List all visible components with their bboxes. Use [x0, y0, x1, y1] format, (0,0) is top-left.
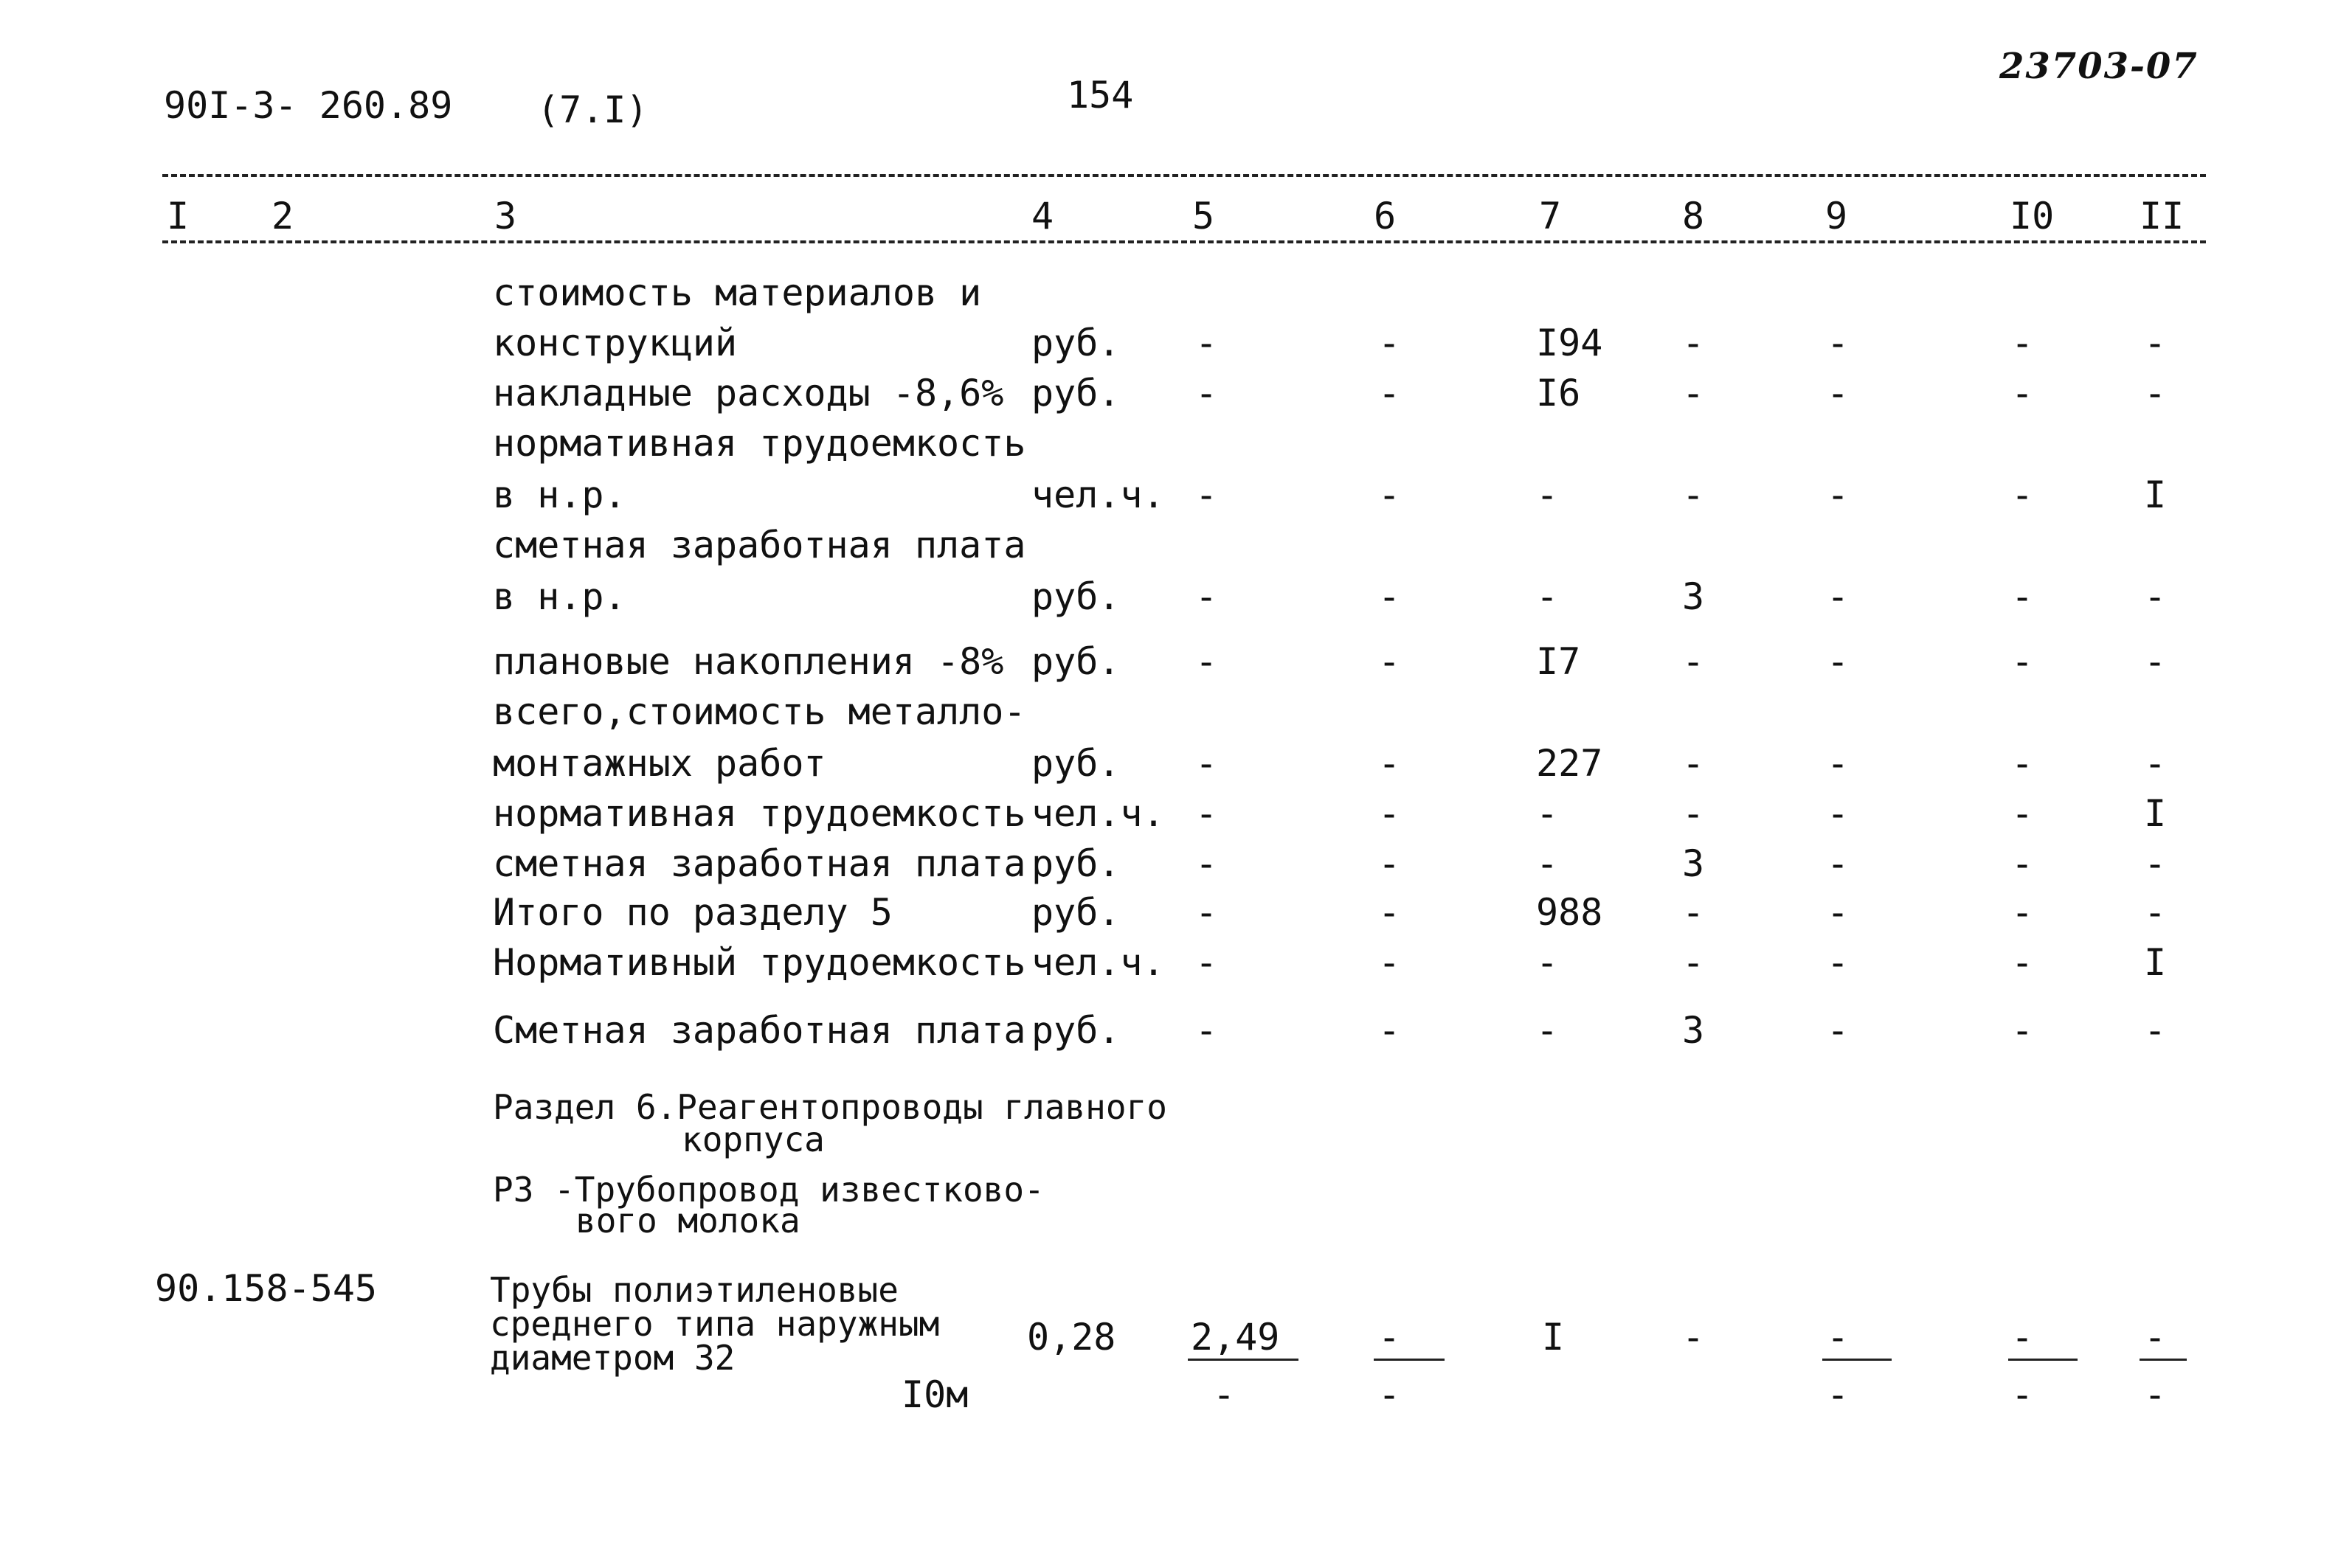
column-header-11: II [2140, 195, 2185, 237]
item-col11-value: - [2144, 1316, 2167, 1359]
row-col11: - [2144, 891, 2167, 934]
column-header-7: 7 [1539, 195, 1562, 237]
row-description: всего,стоимость металло- [493, 690, 1026, 733]
row-col6: - [1378, 792, 1401, 835]
row-description: накладные расходы -8,6% [493, 372, 1004, 414]
item-col6-sub: - [1378, 1373, 1401, 1416]
item-col7-value: I [1542, 1316, 1565, 1359]
column-header-rule [162, 240, 2206, 243]
row-description: нормативная трудоемкость [493, 422, 1026, 465]
row-col10: - [2011, 473, 2034, 516]
row-col5: - [1195, 322, 1218, 364]
row-col11: - [2144, 842, 2167, 885]
row-col11: I [2144, 792, 2167, 835]
item-col11-sub: - [2144, 1373, 2167, 1416]
row-col9: - [1827, 575, 1850, 618]
item-col9-value: - [1827, 1316, 1850, 1359]
row-col5: - [1195, 891, 1218, 934]
row-col11: - [2144, 640, 2167, 683]
row-col7: - [1536, 473, 1559, 516]
row-description: сметная заработная плата [493, 524, 1026, 566]
row-col9: - [1827, 640, 1850, 683]
row-col7: - [1536, 792, 1559, 835]
row-col10: - [2011, 372, 2034, 414]
item-description-line1: Трубы полиэтиленовые [490, 1270, 899, 1310]
column-header-9: 9 [1825, 195, 1848, 237]
row-col8: - [1682, 322, 1705, 364]
row-col7: - [1536, 1009, 1559, 1052]
row-col8: - [1682, 372, 1705, 414]
row-description: в н.р. [493, 473, 626, 516]
row-col5: - [1195, 372, 1218, 414]
row-col9: - [1827, 322, 1850, 364]
row-col9: - [1827, 792, 1850, 835]
row-col6: - [1378, 640, 1401, 683]
item-description-line3: диаметром 32 [490, 1338, 736, 1378]
row-col7: I94 [1536, 322, 1603, 364]
item-col8-value: - [1682, 1316, 1705, 1359]
row-col7: I6 [1536, 372, 1581, 414]
row-description: в н.р. [493, 575, 626, 618]
row-unit: чел.ч. [1031, 473, 1165, 516]
archive-stamp-number: 23703-07 [1999, 46, 2199, 87]
row-description: монтажных работ [493, 742, 826, 785]
row-unit: руб. [1031, 575, 1121, 618]
row-col5: - [1195, 473, 1218, 516]
row-unit: руб. [1031, 322, 1121, 364]
pipeline-subtitle-cont: вого молока [575, 1201, 800, 1241]
item-description-line2: среднего типа наружным [490, 1304, 940, 1344]
row-col6: - [1378, 473, 1401, 516]
row-col11: - [2144, 372, 2167, 414]
row-col8: - [1682, 941, 1705, 984]
row-unit: руб. [1031, 1009, 1121, 1052]
col11-underline [2140, 1359, 2187, 1361]
row-unit: руб. [1031, 842, 1121, 885]
row-col6: - [1378, 742, 1401, 785]
row-description: сметная заработная плата [493, 842, 1026, 885]
row-description: плановые накопления -8% [493, 640, 1004, 683]
section-6-title-cont: корпуса [682, 1120, 825, 1159]
row-description: Итого по разделу 5 [493, 891, 893, 934]
row-col8: - [1682, 792, 1705, 835]
page-number: 154 [1067, 74, 1134, 117]
pipeline-subtitle: Р3 -Трубопровод известково- [493, 1170, 1045, 1210]
col10-underline [2008, 1359, 2078, 1361]
row-col5: - [1195, 742, 1218, 785]
column-header-3: 3 [494, 195, 517, 237]
row-col9: - [1827, 941, 1850, 984]
row-col10: - [2011, 891, 2034, 934]
row-col6: - [1378, 322, 1401, 364]
row-col6: - [1378, 575, 1401, 618]
row-col6: - [1378, 891, 1401, 934]
row-unit: руб. [1031, 891, 1121, 934]
row-col5: - [1195, 792, 1218, 835]
column-header-10: I0 [2010, 195, 2055, 237]
row-col9: - [1827, 891, 1850, 934]
row-col6: - [1378, 941, 1401, 984]
row-col8: - [1682, 891, 1705, 934]
column-header-2: 2 [271, 195, 294, 237]
item-col10-value: - [2011, 1316, 2034, 1359]
row-col8: - [1682, 640, 1705, 683]
row-col11: - [2144, 575, 2167, 618]
item-unit: I0м [902, 1373, 969, 1416]
row-col7: - [1536, 941, 1559, 984]
row-description: стоимость материалов и [493, 271, 982, 314]
row-col7: 227 [1536, 742, 1603, 785]
row-col11: I [2144, 473, 2167, 516]
row-col5: - [1195, 640, 1218, 683]
row-unit: чел.ч. [1031, 792, 1165, 835]
col6-underline [1374, 1359, 1445, 1361]
row-col5: - [1195, 575, 1218, 618]
col9-underline [1822, 1359, 1892, 1361]
item-col9-sub: - [1827, 1373, 1850, 1416]
row-col6: - [1378, 842, 1401, 885]
row-col8: 3 [1682, 1009, 1705, 1052]
column-header-1: I [167, 195, 190, 237]
row-col9: - [1827, 842, 1850, 885]
row-col8: 3 [1682, 842, 1705, 885]
document-code: 90I-3- 260.89 [164, 84, 453, 127]
row-description: конструкций [493, 322, 738, 364]
row-unit: руб. [1031, 372, 1121, 414]
row-description: нормативная трудоемкость [493, 792, 1026, 835]
row-col10: - [2011, 1009, 2034, 1052]
table-top-rule [162, 174, 2206, 177]
row-col10: - [2011, 575, 2034, 618]
row-unit: руб. [1031, 640, 1121, 683]
row-col7: - [1536, 842, 1559, 885]
row-col10: - [2011, 941, 2034, 984]
row-col7: - [1536, 575, 1559, 618]
row-col6: - [1378, 372, 1401, 414]
row-col10: - [2011, 640, 2034, 683]
row-col5: - [1195, 1009, 1218, 1052]
row-col9: - [1827, 1009, 1850, 1052]
row-col9: - [1827, 742, 1850, 785]
row-col10: - [2011, 842, 2034, 885]
row-col8: - [1682, 742, 1705, 785]
row-col8: 3 [1682, 575, 1705, 618]
row-col5: - [1195, 941, 1218, 984]
section-reference: (7.I) [537, 89, 648, 131]
item-col6-value: - [1378, 1316, 1401, 1359]
row-col11: - [2144, 742, 2167, 785]
row-col6: - [1378, 1009, 1401, 1052]
column-header-8: 8 [1682, 195, 1705, 237]
row-col7: 988 [1536, 891, 1603, 934]
row-col10: - [2011, 742, 2034, 785]
item-col5-sub: - [1213, 1373, 1236, 1416]
row-unit: чел.ч. [1031, 941, 1165, 984]
column-header-4: 4 [1031, 195, 1054, 237]
col5-underline [1188, 1359, 1298, 1361]
row-col9: - [1827, 473, 1850, 516]
row-col5: - [1195, 842, 1218, 885]
section-6-title: Раздел 6.Реагентопроводы главного [493, 1087, 1167, 1127]
item-code: 90.158-545 [155, 1267, 378, 1310]
item-col10-sub: - [2011, 1373, 2034, 1416]
row-col8: - [1682, 473, 1705, 516]
column-header-5: 5 [1192, 195, 1215, 237]
row-col11: I [2144, 941, 2167, 984]
row-col11: - [2144, 1009, 2167, 1052]
item-col5-value: 2,49 [1191, 1316, 1280, 1359]
row-col7: I7 [1536, 640, 1581, 683]
row-description: Сметная заработная плата [493, 1009, 1026, 1052]
row-col9: - [1827, 372, 1850, 414]
row-col10: - [2011, 792, 2034, 835]
row-unit: руб. [1031, 742, 1121, 785]
column-header-6: 6 [1374, 195, 1397, 237]
row-description: Нормативный трудоемкость [493, 941, 1026, 984]
item-col4-value: 0,28 [1027, 1316, 1116, 1359]
row-col11: - [2144, 322, 2167, 364]
row-col10: - [2011, 322, 2034, 364]
